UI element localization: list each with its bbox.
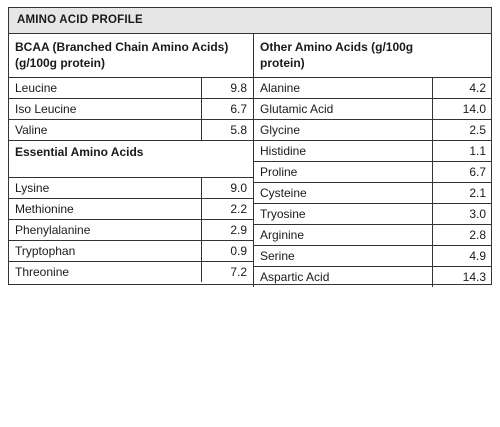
amino-name: Alanine (260, 81, 301, 95)
title-band (9, 8, 491, 34)
bcaa-heading: BCAA (Branched Chain Amino Acids) (g/100g protein) (15, 40, 229, 70)
amino-name: Methionine (15, 202, 74, 216)
amino-name: Tryptophan (15, 244, 76, 258)
amino-value: 9.8 (201, 78, 253, 98)
amino-name: Proline (260, 165, 298, 179)
table-row (254, 203, 492, 224)
table-row (254, 140, 492, 161)
table-row (254, 98, 492, 119)
amino-value: 6.7 (432, 162, 492, 182)
amino-value: 4.9 (432, 246, 492, 266)
essential-heading: Essential Amino Acids (15, 145, 144, 159)
table-row (254, 77, 492, 98)
right-column (253, 34, 492, 287)
table-row (254, 245, 492, 266)
table-row (254, 119, 492, 140)
bcaa-rows (9, 77, 253, 141)
amino-name: Lysine (15, 181, 50, 195)
table-row (9, 219, 253, 240)
amino-name: Glycine (260, 123, 301, 137)
amino-name: Threonine (15, 265, 70, 279)
other-rows (254, 77, 492, 287)
amino-name: Tryosine (260, 207, 306, 221)
amino-value: 2.8 (432, 225, 492, 245)
amino-name: Valine (15, 123, 48, 137)
table-row (9, 119, 253, 140)
other-heading: Other Amino Acids (g/100g protein) (260, 40, 414, 70)
amino-value: 6.7 (201, 99, 253, 119)
table-row (9, 240, 253, 261)
amino-value: 0.9 (201, 241, 253, 261)
amino-name: Serine (260, 249, 295, 263)
amino-name: Glutamic Acid (260, 102, 334, 116)
amino-name: Leucine (15, 81, 58, 95)
amino-value: 5.8 (201, 120, 253, 140)
amino-value: 2.5 (432, 120, 492, 140)
amino-value: 2.2 (201, 199, 253, 219)
amino-name: Histidine (260, 144, 307, 158)
amino-value: 1.1 (432, 141, 492, 161)
table-row (254, 224, 492, 245)
amino-value: 2.1 (432, 183, 492, 203)
amino-value: 14.3 (432, 267, 492, 287)
amino-value: 9.0 (201, 178, 253, 198)
table-row (9, 98, 253, 119)
amino-acid-profile-table (8, 7, 492, 285)
amino-name: Cysteine (260, 186, 307, 200)
table-row (9, 261, 253, 282)
table-row (254, 182, 492, 203)
table-row (254, 266, 492, 287)
table-row (254, 161, 492, 182)
table-row (9, 198, 253, 219)
amino-name: Arginine (260, 228, 305, 242)
essential-rows (9, 177, 253, 282)
amino-name: Phenylalanine (15, 223, 91, 237)
table-row (9, 77, 253, 98)
amino-value: 2.9 (201, 220, 253, 240)
table-title: AMINO ACID PROFILE (17, 14, 143, 26)
amino-value: 4.2 (432, 78, 492, 98)
table-row (9, 177, 253, 198)
amino-name: Iso Leucine (15, 102, 77, 116)
amino-value: 3.0 (432, 204, 492, 224)
left-column (9, 34, 253, 282)
amino-value: 14.0 (432, 99, 492, 119)
amino-value: 7.2 (201, 262, 253, 282)
amino-name: Aspartic Acid (260, 270, 330, 284)
